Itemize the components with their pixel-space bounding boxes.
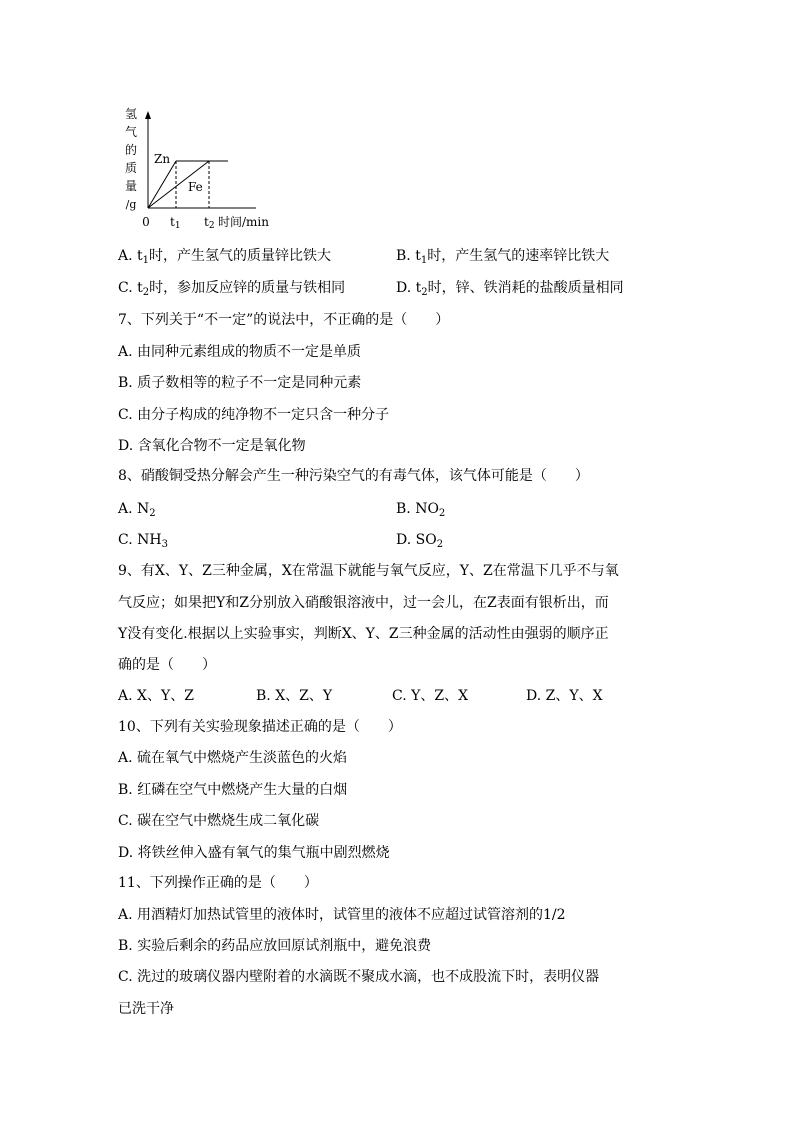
q11-option-a: A. 用酒精灯加热试管里的液体时，试管里的液体不应超过试管溶剂的1/2 — [118, 907, 566, 923]
y-label-char: 质 — [124, 161, 138, 175]
x-axis-label: 时间/min — [218, 215, 269, 229]
y-label-char: /g — [125, 198, 137, 211]
q7-option-d: D. 含氧化合物不一定是氧化物 — [118, 438, 306, 454]
q9-stem-line3: Y没有变化.根据以上实验事实，判断X、Y、Z三种金属的活动性由强弱的顺序正 — [118, 626, 609, 642]
q7-option-b: B. 质子数相等的粒子不一定是同种元素 — [118, 375, 362, 391]
q7-option-a: A. 由同种元素组成的物质不一定是单质 — [118, 344, 362, 360]
t1-label: t1 — [170, 215, 181, 231]
q9-stem-line2: 气反应；如果把Y和Z分别放入硝酸银溶液中，过一会儿，在Z表面有银析出，而 — [118, 595, 609, 611]
q10-option-d: D. 将铁丝伸入盛有氧气的集气瓶中剧烈燃烧 — [118, 845, 390, 861]
q8-stem: 8、硝酸铜受热分解会产生一种污染空气的有毒气体，该气体可能是（ ） — [118, 468, 589, 484]
y-label-char: 气 — [124, 125, 138, 139]
q9-stem-line1: 9、有X、Y、Z三种金属，X在常温下就能与氧气反应，Y、Z在常温下几乎不与氧 — [118, 563, 619, 579]
y-label-char: 氢 — [124, 107, 138, 121]
q8-option-a: A. $N_2$ — [118, 501, 156, 519]
q9-stem-line4: 确的是（ ） — [118, 657, 216, 673]
q6-option-b: B. $t_1$时，产生氢气的速率锌比铁大 — [396, 248, 610, 266]
q9-option-b: B. X、Z、Y — [256, 688, 333, 704]
q10-option-a: A. 硫在氧气中燃烧产生淡蓝色的火焰 — [118, 750, 348, 766]
fe-label: Fe — [188, 180, 203, 194]
q11-option-c-line1: C. 洗过的玻璃仪器内壁附着的水滴既不聚成水滴，也不成股流下时，表明仪器 — [118, 969, 600, 985]
q6-option-c: C. $t_2$时，参加反应锌的质量与铁相同 — [118, 280, 346, 298]
origin-label: 0 — [142, 215, 150, 229]
q6-option-d: D. $t_2$时，锌、铁消耗的盐酸质量相同 — [396, 280, 624, 298]
y-axis-arrow — [145, 111, 151, 119]
q9-option-d: D. Z、Y、X — [526, 688, 603, 704]
zn-label: Zn — [154, 152, 171, 166]
q7-stem: 7、下列关于“不一定”的说法中，不正确的是（ ） — [118, 312, 450, 328]
q6-option-a: A. $t_1$时，产生氢气的质量锌比铁大 — [118, 248, 332, 266]
q10-option-b: B. 红磷在空气中燃烧产生大量的白烟 — [118, 782, 348, 798]
y-label-char: 量 — [124, 179, 138, 193]
q8-option-c: C. $NH_3$ — [118, 532, 168, 550]
q9-option-c: C. Y、Z、X — [392, 688, 469, 704]
y-label-char: 的 — [124, 143, 138, 157]
q11-option-b: B. 实验后剩余的药品应放回原试剂瓶中，避免浪费 — [118, 938, 432, 954]
q11-option-c-line2: 已洗干净 — [118, 1001, 174, 1017]
q11-stem: 11、下列操作正确的是（ ） — [118, 875, 318, 891]
hydrogen-mass-graph — [118, 104, 278, 234]
q8-option-b: B. $NO_2$ — [396, 501, 446, 519]
zn-curve — [148, 161, 176, 208]
q8-option-d: D. $SO_2$ — [396, 532, 444, 550]
q10-stem: 10、下列有关实验现象描述正确的是（ ） — [118, 719, 402, 735]
q7-option-c: C. 由分子构成的纯净物不一定只含一种分子 — [118, 407, 390, 423]
q10-option-c: C. 碳在空气中燃烧生成二氧化碳 — [118, 813, 320, 829]
q9-option-a: A. X、Y、Z — [118, 688, 194, 704]
t2-label: t2 — [204, 215, 215, 231]
